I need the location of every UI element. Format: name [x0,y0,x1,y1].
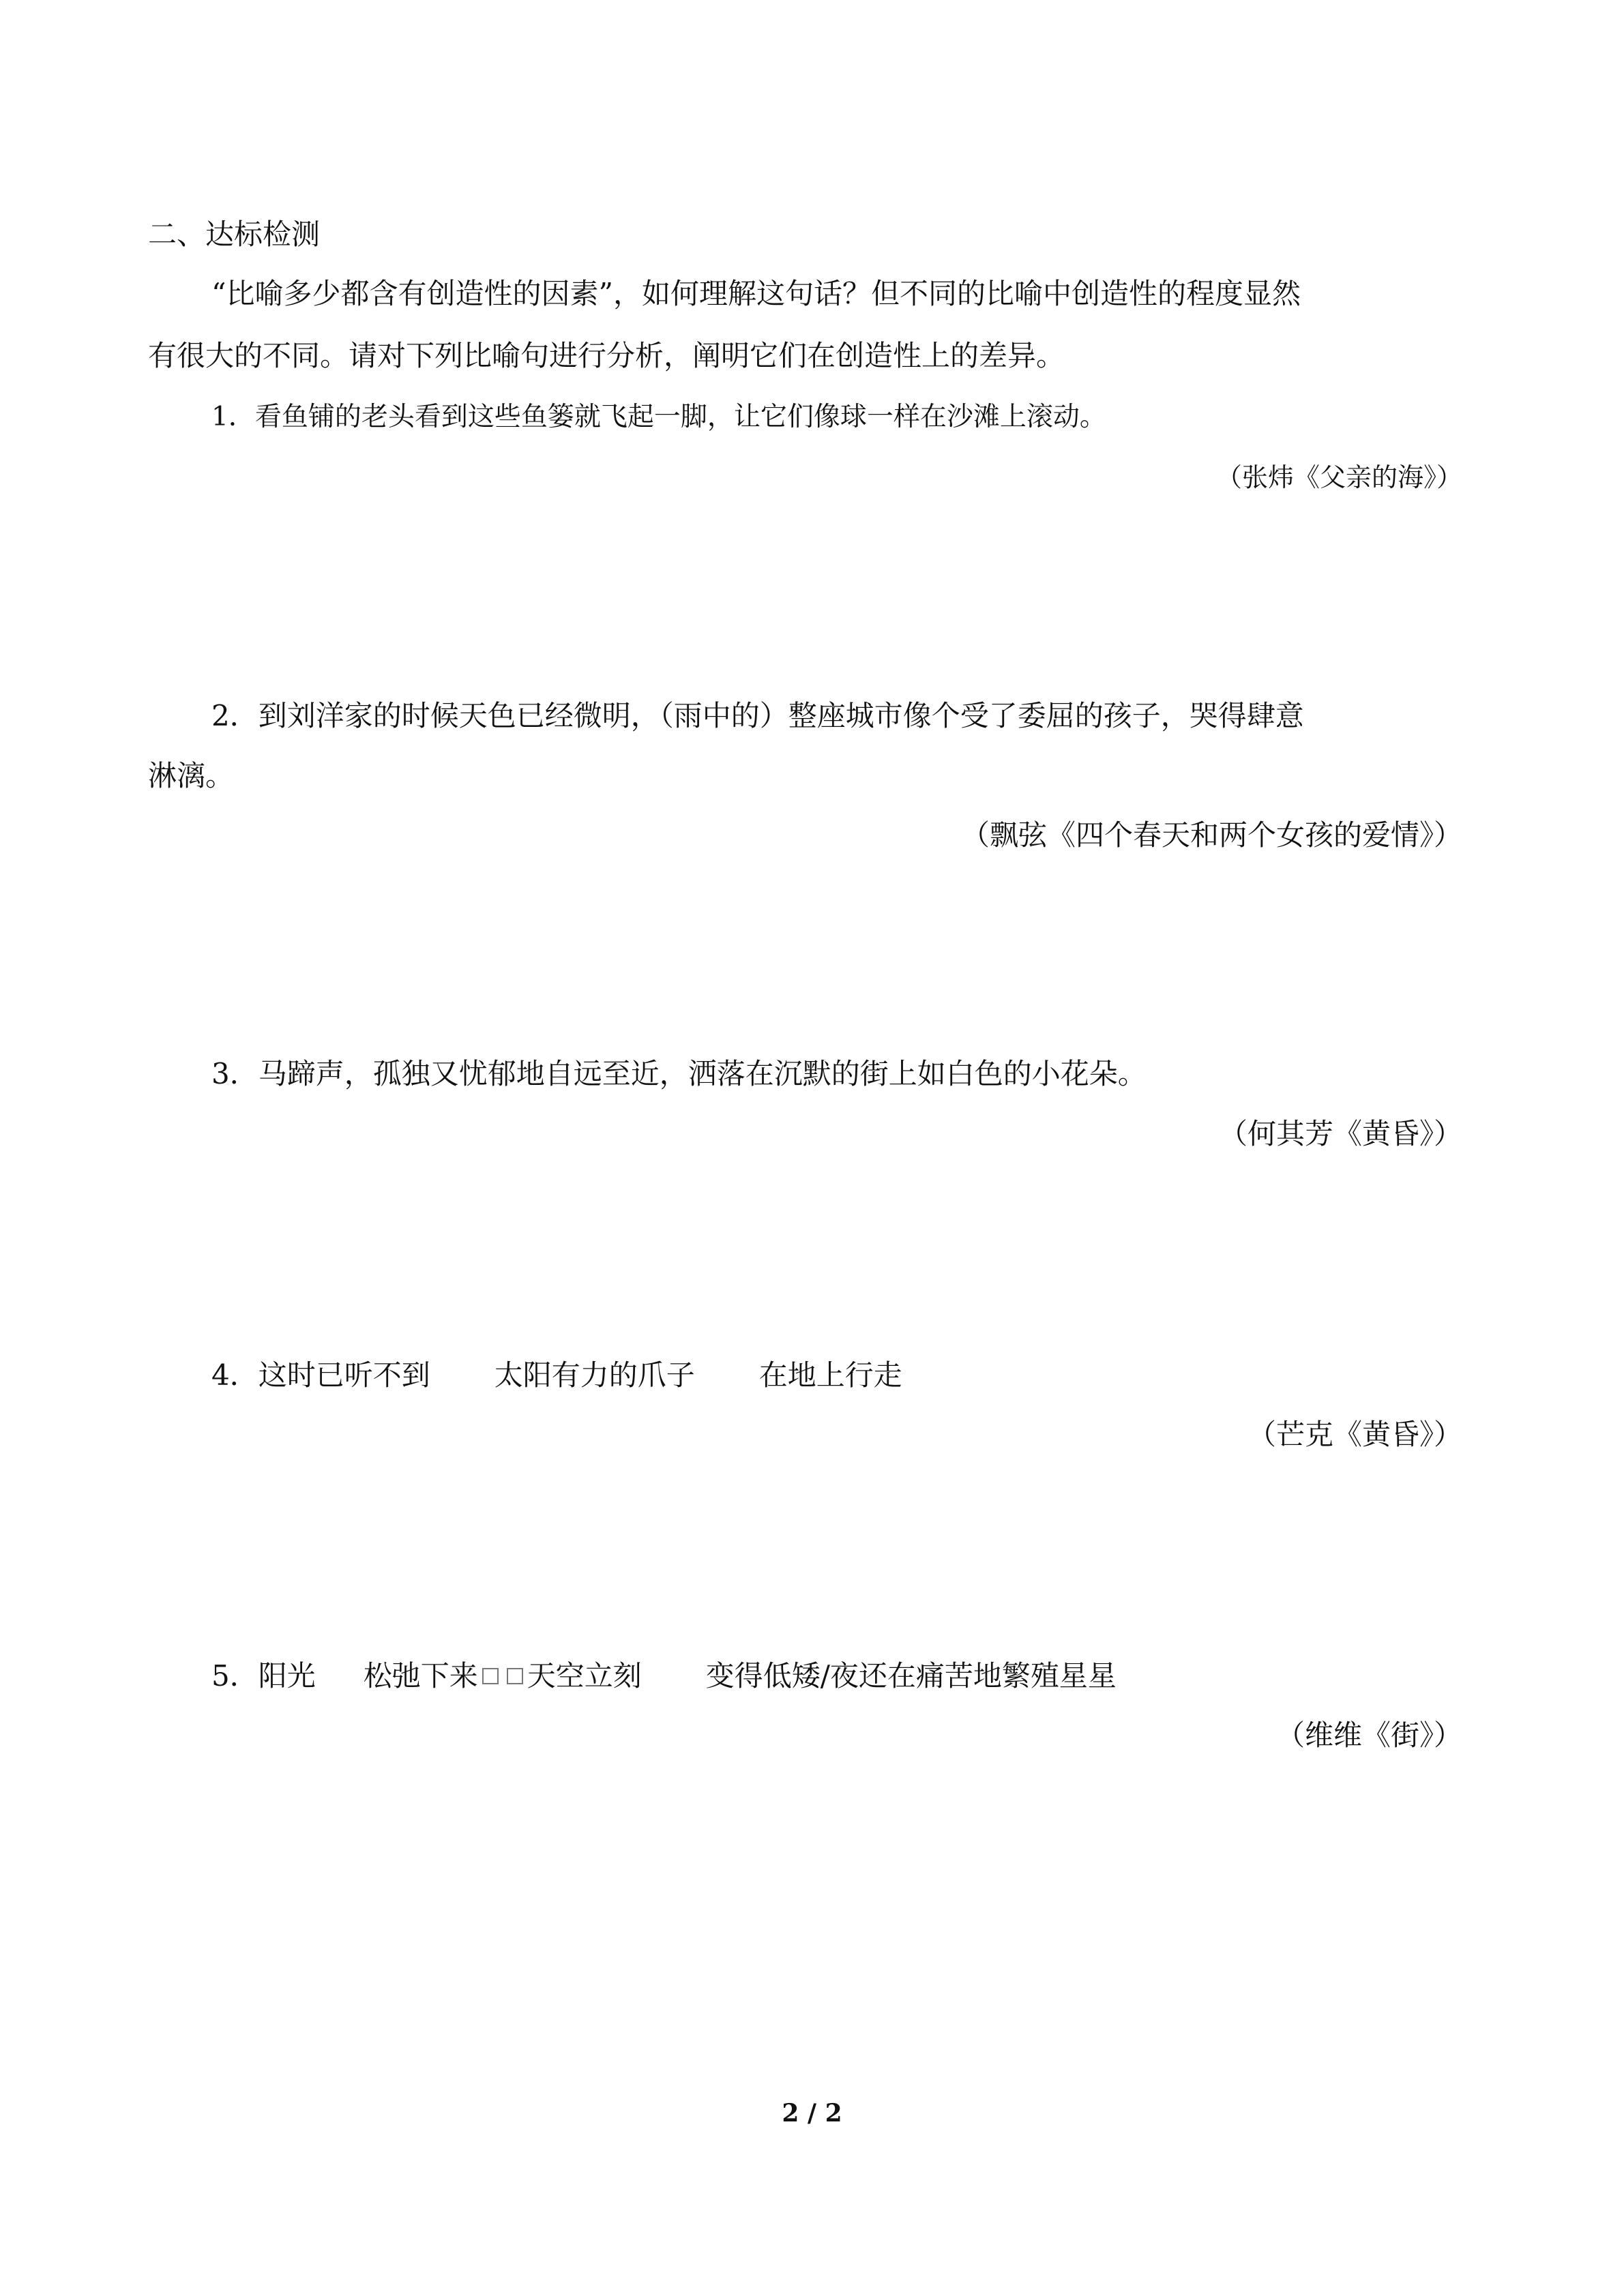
item-text: 马蹄声，孤独又忧郁地自远至近，洒落在沉默的街上如白色的小花朵。 [258,1057,1147,1090]
page-number: 2 / 2 [782,2099,842,2128]
item-2 [211,697,1304,735]
intro-line-1: “比喻多少都含有创造性的因素”，如何理解这句话？但不同的比喻中创造性的程度显然 [211,277,1301,310]
item-4-source: （芒克《黄昏》） [1247,1418,1462,1451]
item-number: 2． [211,699,259,732]
item-number: 5． [211,1659,259,1693]
item-1-source: （张炜《父亲的海》） [1215,462,1462,492]
item-3-source: （何其芳《黄昏》） [1218,1117,1462,1150]
item-2-continuation: 淋漓。 [148,759,235,792]
section-title: 二、达标检测 [148,218,321,251]
item-number: 4． [211,1358,259,1392]
item-number: 3． [211,1057,259,1090]
item-text: 看鱼铺的老头看到这些鱼篓就飞起一脚，让它们像球一样在沙滩上滚动。 [254,402,1106,432]
item-5-source: （维维《街》） [1275,1718,1462,1752]
intro-line-2: 有很大的不同。请对下列比喻句进行分析，阐明它们在创造性上的差异。 [148,339,1065,372]
item-2-source: （飘弦《四个春天和两个女孩的爱情》） [960,818,1462,852]
poem-fragment: 天空立刻 [527,1659,642,1693]
blank-box [482,1668,499,1684]
item-3 [211,1055,1147,1093]
item-number: 1． [211,402,255,432]
item-1 [211,398,1106,436]
poem-fragment: 在地上行走 [758,1358,902,1392]
blank-box [507,1668,523,1684]
poem-fragment: 变得低矮/夜还在痛苦地繁殖星星 [705,1659,1117,1693]
poem-fragment: 阳光 [258,1659,316,1693]
poem-fragment: 松弛下来 [363,1659,478,1693]
poem-fragment: 太阳有力的爪子 [494,1358,695,1392]
item-5 [211,1657,1117,1695]
poem-fragment: 这时已听不到 [258,1358,430,1392]
item-text: 到刘洋家的时候天色已经微明，（雨中的）整座城市像个受了委屈的孩子，哭得肆意 [258,699,1304,732]
item-4 [211,1356,902,1395]
